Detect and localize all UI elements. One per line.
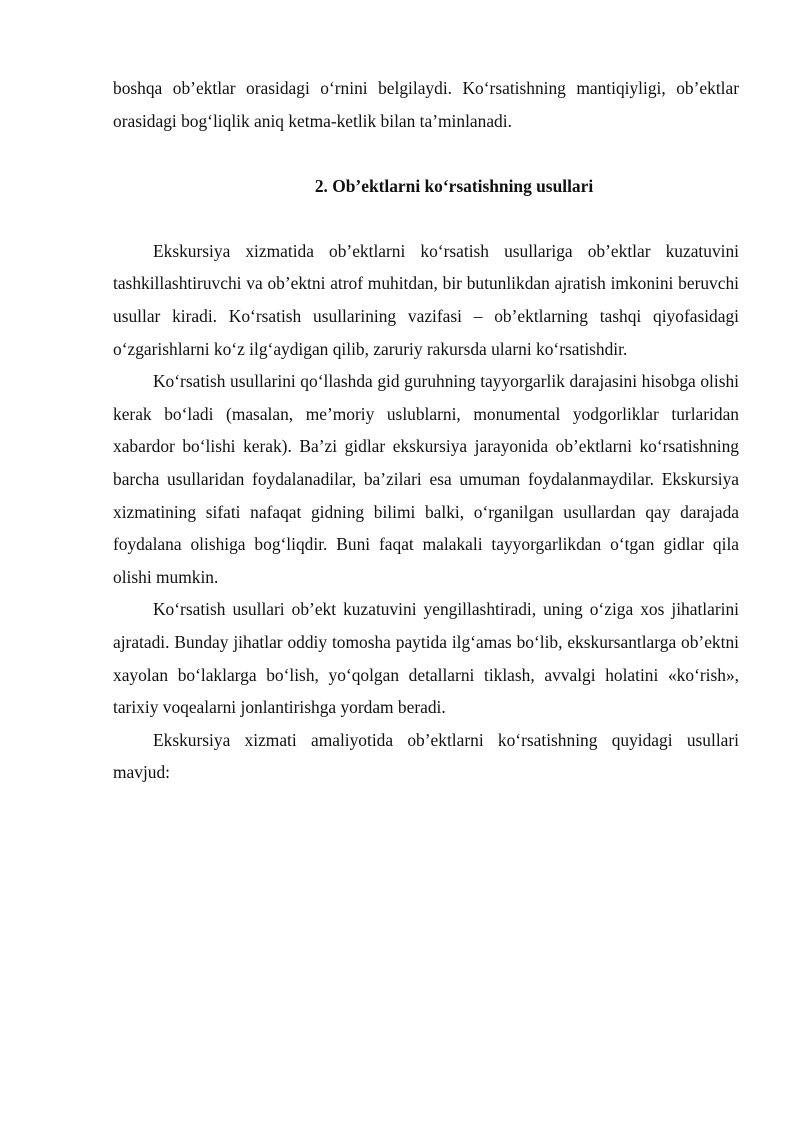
body-paragraph-2: Ko‘rsatish usullarini qo‘llashda gid guruhning tayyorgarlik darajasini hisobga olishi kerak bo‘ladi (masalan, me’moriy uslublarni, monumental yodgorliklar turlaridan xabardor bo‘lishi kerak). Ba’zi gidlar ekskursiya jarayonida ob’ektlarni ko‘rsatishning barcha usullaridan foydalanadilar, ba’zilari esa umuman foydalanmaydilar. Ekskursiya xizmatining sifati nafaqat gidning bilimi balki, o‘rganilgan usullardan qay darajada foydalana olishiga bog‘liqdir. Buni faqat malakali tayyorgarlikdan o‘tgan gidlar qila olishi mumkin. xyxy=(113,371,739,587)
body-paragraph-4: Ekskursiya xizmati amaliyotida ob’ektlarni ko‘rsatishning quyidagi usullari mavjud: xyxy=(113,729,739,783)
body-paragraph-1: Ekskursiya xizmatida ob’ektlarni ko‘rsatish usullariga ob’ektlar kuzatuvini tashkillashtiruvchi va ob’ektni atrof muhitdan, bir butunlikdan ajratish imkonini beruvchi usullar kiradi. Ko‘rsatish usullarining vazifasi – ob’ektlarning tashqi qiyofasidagi o‘zgarishlarni ko‘z ilg‘aydigan qilib, zaruriy rakursda ularni ko‘rsatishdir. xyxy=(113,240,739,359)
spacer xyxy=(113,203,739,235)
document-page xyxy=(113,72,739,789)
spacer xyxy=(113,137,739,170)
body-paragraph-3: Ko‘rsatish usullari ob’ekt kuzatuvini yengillashtiradi, uning o‘ziga xos jihatlarini ajratadi. Bunday jihatlar oddiy tomosha paytida ilg‘amas bo‘lib, ekskursantlarga ob’ektni xayolan bo‘laklarga bo‘lish, yo‘qolgan detallarni tiklash, avvalgi holatini «ko‘rish», tarixiy voqealarni jonlantirishga yordam beradi. xyxy=(113,599,739,718)
section-heading: 2. Ob’ektlarni ko‘rsatishning usullari xyxy=(314,176,594,197)
intro-paragraph: boshqa ob’ektlar orasidagi o‘rnini belgilaydi. Ko‘rsatishning mantiqiyligi, ob’ektlar orasidagi bog‘liqlik aniq ketma-ketlik bilan ta’minlanadi. xyxy=(113,78,739,131)
